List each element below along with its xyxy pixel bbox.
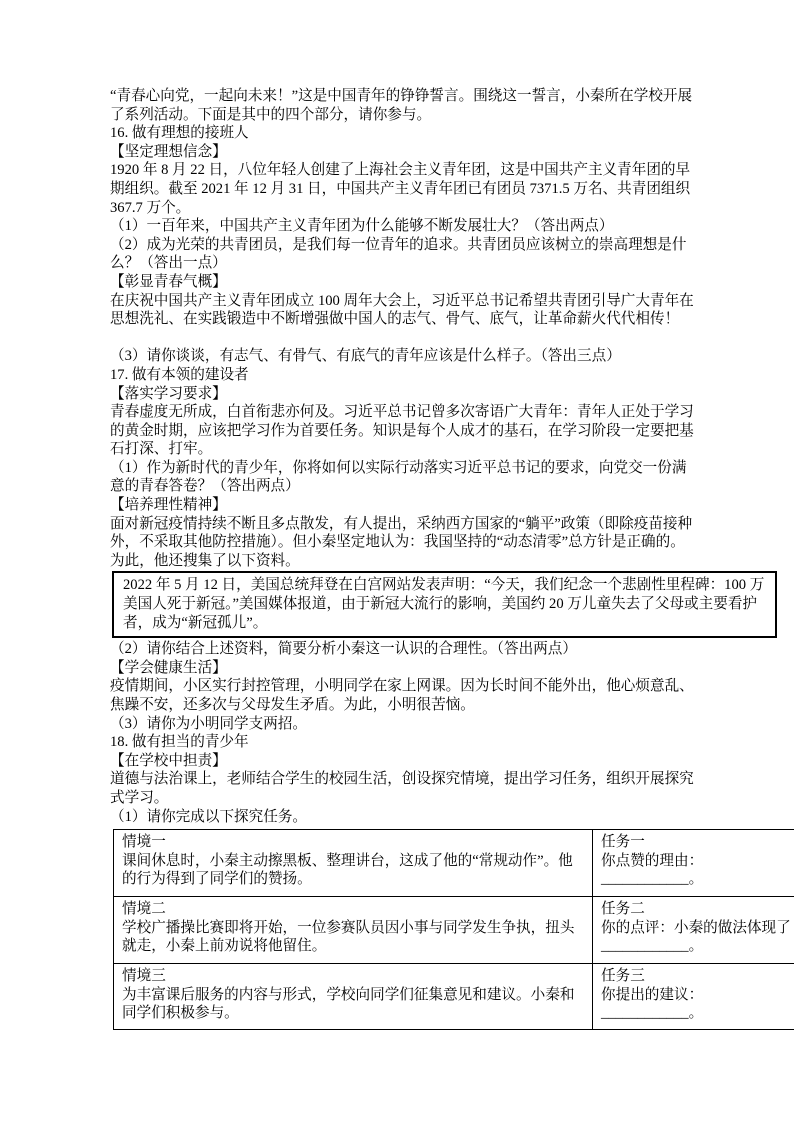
table-row	[114, 897, 794, 964]
q17-subquestion-2: （2）请你结合上述资料，简要分析小秦这一认识的合理性。（答出两点）	[110, 641, 577, 658]
task-text: 你点赞的理由：	[601, 852, 704, 869]
table-row	[114, 830, 794, 897]
q16-section-header-spirit: 【彰显青春气概】	[110, 273, 227, 290]
q18-title: 18. 做有担当的青少年	[110, 734, 249, 751]
source-material-box	[112, 571, 777, 638]
answer-blank: ____________。	[601, 871, 704, 888]
q17-title: 17. 做有本领的建设者	[110, 366, 249, 383]
q16-subquestion-3: （3）请你谈谈，有志气、有骨气、有底气的青年应该是什么样子。（答出三点）	[110, 348, 621, 365]
task-text: 你的点评：小秦的做法体现了	[601, 919, 791, 936]
q16-subquestion-1: （1）一百年来，中国共产主义青年团为什么能够不断发展壮大？（答出两点）	[110, 218, 614, 235]
intro-paragraph: “青春心向党，一起向未来！”这是中国青年的铮铮誓言。围绕这一誓言，小秦所在学校开展了系列活动。下面是其中的四个部分，请你参与。	[110, 88, 693, 123]
situation-text: 为丰富课后服务的内容与形式，学校向同学们征集意见和建议。小秦和同学们积极参与。	[122, 986, 575, 1022]
table-row	[114, 964, 794, 1030]
situation-title: 情境一	[122, 834, 166, 851]
task-1-cell	[593, 830, 794, 897]
q17-subquestion-3: （3）请你为小明同学支两招。	[110, 715, 308, 732]
blank-line	[110, 329, 696, 348]
q16-paragraph-speech: 在庆祝中国共产主义青年团成立 100 周年大会上，习近平总书记希望共青团引导广大青年在思想洗礼、在实践锻造中不断增强做中国人的志气、骨气、底气，让革命薪火代代相传！	[110, 292, 694, 328]
task-text: 你提出的建议：	[601, 986, 704, 1003]
exam-content	[110, 87, 791, 1030]
situation-1-cell	[114, 830, 593, 897]
q16-section-header-ideal: 【坚定理想信念】	[110, 143, 227, 160]
source-material-text: 2022 年 5 月 12 日，美国总统拜登在白宫网站发表声明：“今天，我们纪念一个悲剧性里程碑：100 万美国人死于新冠。”美国媒体报道，由于新冠大流行的影响，美国约 20 万儿童失去了父母或主要看护者，成为“新冠孤儿”。	[123, 577, 765, 631]
situation-title: 情境二	[122, 901, 166, 918]
q17-section-header-healthy-life: 【学会健康生活】	[110, 659, 227, 676]
q17-subquestion-1: （1）作为新时代的青少年，你将如何以实际行动落实习近平总书记的要求，向党交一份满意的青春答卷？（答出两点）	[110, 459, 687, 495]
q17-section-header-rational: 【培养理性精神】	[110, 497, 227, 514]
q16-subquestion-2: （2）成为光荣的共青团员，是我们每一位青年的追求。共青团员应该树立的崇高理想是什么？（答出一点）	[110, 236, 687, 272]
answer-blank: ____________。	[601, 938, 704, 955]
q18-subquestion-1: （1）请你完成以下探究任务。	[110, 808, 308, 825]
q17-paragraph-covid: 面对新冠疫情持续不断且多点散发，有人提出，采纳西方国家的“躺平”政策（即除疫苗接种外，不采取其他防控措施）。但小秦坚定地认为：我国坚持的“动态清零”总方针是正确的。为此，他还搜集了以下资料。	[110, 515, 693, 569]
answer-blank: ____________。	[601, 1005, 704, 1022]
task-2-cell	[593, 897, 794, 964]
situation-3-cell	[114, 964, 593, 1030]
q16-title: 16. 做有理想的接班人	[110, 125, 249, 142]
task-title: 任务二	[601, 901, 645, 918]
situation-2-cell	[114, 897, 593, 964]
q17-section-header-study: 【落实学习要求】	[110, 385, 227, 402]
q17-paragraph-study: 青春虚度无所成，白首衔悲亦何及。习近平总书记曾多次寄语广大青年：青年人正处于学习的黄金时期，应该把学习作为首要任务。知识是每个人成才的基石，在学习阶段一定要把基石打深、打牢。	[110, 404, 694, 458]
situation-title: 情境三	[122, 968, 166, 985]
situation-text: 学校广播操比赛即将开始，一位参赛队员因小事与同学发生争执，扭头就走，小秦上前劝说将他留住。	[122, 919, 575, 955]
task-title: 任务三	[601, 968, 645, 985]
situation-text: 课间休息时，小秦主动擦黑板、整理讲台，这成了他的“常规动作”。他的行为得到了同学们的赞扬。	[122, 852, 573, 888]
exploration-task-table	[113, 829, 794, 1030]
q18-paragraph-class: 道德与法治课上，老师结合学生的校园生活，创设探究情境，提出学习任务，组织开展探究式学习。	[110, 771, 694, 806]
task-title: 任务一	[601, 834, 645, 851]
q17-paragraph-lockdown: 疫情期间，小区实行封控管理，小明同学在家上网课。因为长时间不能外出，他心烦意乱、焦躁不安，还多次与父母发生矛盾。为此，小明很苦恼。	[110, 678, 694, 713]
task-3-cell	[593, 964, 794, 1030]
q18-section-header-school-duty: 【在学校中担责】	[110, 752, 227, 769]
q16-paragraph-history: 1920 年 8 月 22 日，八位年轻人创建了上海社会主义青年团，这是中国共产主义青年团的早期组织。截至 2021 年 12 月 31 日，中国共产主义青年团已有团员 7371.5 万名、共青团组织 367.7 万个。	[110, 162, 691, 216]
